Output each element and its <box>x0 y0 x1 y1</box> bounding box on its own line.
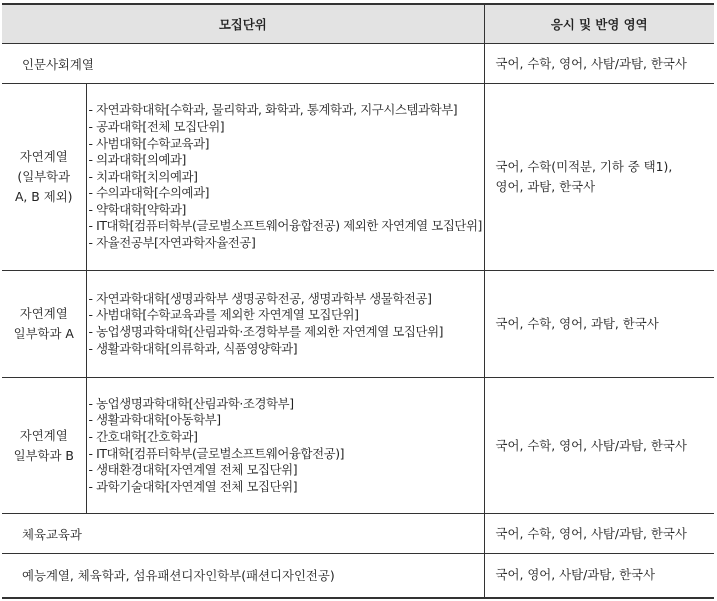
header-subjects: 응시 및 반영 영역 <box>484 4 714 44</box>
unit-item: - 공과대학[전체 모집단위] <box>88 118 225 134</box>
unit-item: - 생활과학대학[아동학부] <box>88 412 221 428</box>
category-cell <box>2 271 86 378</box>
subjects-cell <box>484 84 714 271</box>
unit-item: - 의과대학[의예과] <box>88 152 186 168</box>
category-cell <box>2 378 86 514</box>
category-line: (일부학과 <box>17 169 71 184</box>
unit-item: - 간호대학[간호학과] <box>88 428 198 444</box>
unit-item: - 과학기술대학[자연계열 전체 모집단위] <box>88 478 298 494</box>
units-cell <box>86 84 484 271</box>
unit-item: - 수의과대학[수의예과] <box>88 185 210 201</box>
subjects-cell: 국어, 수학, 영어, 사탐/과탐, 한국사 <box>484 44 714 84</box>
category-line: 자연계열 <box>19 149 68 164</box>
subjects-cell: 국어, 수학, 영어, 사탐/과탐, 한국사 <box>484 378 714 514</box>
unit-item: - 사범대학[수학교육과를 제외한 자연계열 모집단위] <box>88 307 359 323</box>
unit-item: - 생활과학대학[의류학과, 식품영양학과] <box>88 340 298 356</box>
subjects-line: 국어, 수학(미적분, 기하 중 택1), <box>495 159 673 174</box>
table-row <box>2 44 714 84</box>
unit-item: - 농업생명과학대학[산림과학·조경학부] <box>88 395 294 411</box>
admission-table <box>2 3 714 599</box>
subjects-cell: 국어, 수학, 영어, 과탐, 한국사 <box>484 271 714 378</box>
unit-label: 예능계열, 체육학과, 섬유패션디자인학부(패션디자인전공) <box>2 554 484 598</box>
category-line: 자연계열 <box>19 427 68 443</box>
table-row <box>2 84 714 271</box>
unit-item: - 약학대학[약학과] <box>88 201 186 217</box>
unit-item: - 치과대학[치의예과] <box>88 168 198 184</box>
unit-item: - IT대학[컴퓨터학부(글로벌소프트웨어융합전공) 제외한 자연계열 모집단위] <box>88 218 482 234</box>
category-line: 일부학과 A <box>13 326 74 341</box>
header-unit: 모집단위 <box>2 4 484 44</box>
unit-item: - IT대학[컴퓨터학부(글로벌소프트웨어융합전공)] <box>88 445 345 461</box>
subjects-cell: 국어, 수학, 영어, 사탐/과탐, 한국사 <box>484 514 714 554</box>
unit-item: - 자연과학대학[생명과학부 생명공학전공, 생명과학부 생물학전공] <box>88 290 432 306</box>
unit-item: - 자율전공부[자연과학자율전공] <box>88 235 256 251</box>
unit-item: - 사범대학[수학교육과] <box>88 135 210 151</box>
table-row <box>2 378 714 514</box>
table-row <box>2 271 714 378</box>
subjects-line: 영어, 과탐, 한국사 <box>495 179 596 194</box>
unit-label: 체육교육과 <box>2 514 484 554</box>
units-cell <box>86 271 484 378</box>
category-line: 일부학과 B <box>13 447 74 463</box>
unit-item: - 농업생명과학대학[산림과학·조경학부를 제외한 자연계열 모집단위] <box>88 324 444 339</box>
table-header-row <box>2 4 714 44</box>
category-line: 자연계열 <box>19 306 68 321</box>
unit-item: - 자연과학대학[수학과, 물리학과, 화학과, 통계학과, 지구시스템과학부] <box>88 102 458 118</box>
table-row <box>2 554 714 598</box>
table-row <box>2 514 714 554</box>
unit-item: - 생태환경대학[자연계열 전체 모집단위] <box>88 462 298 478</box>
subjects-cell: 국어, 영어, 사탐/과탐, 한국사 <box>484 554 714 598</box>
category-line: A, B 제외) <box>14 189 73 204</box>
category-cell <box>2 84 86 271</box>
unit-label: 인문사회계열 <box>2 44 484 84</box>
units-cell <box>86 378 484 514</box>
